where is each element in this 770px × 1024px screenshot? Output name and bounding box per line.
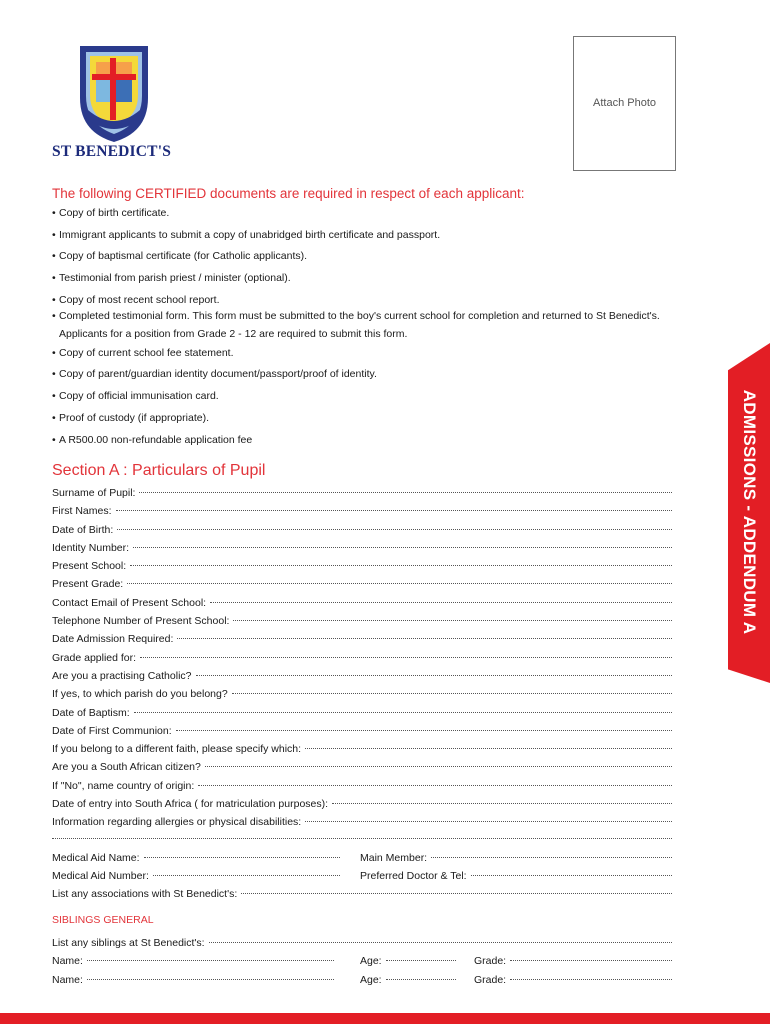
field-surname: Surname of Pupil: bbox=[52, 483, 672, 501]
field-practising-catholic: Are you a practising Catholic? bbox=[52, 666, 672, 684]
field-date-of-baptism: Date of Baptism: bbox=[52, 703, 672, 721]
documents-list bbox=[52, 205, 692, 453]
identity-number-input[interactable] bbox=[133, 535, 672, 548]
field-present-grade: Present Grade: bbox=[52, 574, 672, 592]
field-sibling-grade: Grade: bbox=[474, 951, 672, 970]
field-identity-number: Identity Number: bbox=[52, 538, 672, 556]
sibling-age-input[interactable] bbox=[386, 948, 456, 961]
field-sibling-grade: Grade: bbox=[474, 970, 672, 989]
allergies-input[interactable] bbox=[305, 809, 672, 822]
bullet-icon: • bbox=[52, 368, 56, 381]
bullet-icon: • bbox=[52, 207, 56, 219]
medical-aid-name-input[interactable] bbox=[144, 845, 340, 858]
bottom-bar bbox=[0, 1013, 770, 1024]
first-names-input[interactable] bbox=[116, 498, 672, 511]
field-medical-aid-name: Medical Aid Name: bbox=[52, 848, 340, 867]
surname-input[interactable] bbox=[139, 480, 672, 493]
sibling-grade-input[interactable] bbox=[510, 967, 672, 980]
medical-aid-number-input[interactable] bbox=[153, 863, 340, 876]
field-parish: If yes, to which parish do you belong? bbox=[52, 684, 672, 702]
field-allergies: Information regarding allergies or physical disabilities: bbox=[52, 812, 672, 830]
siblings-heading: SIBLINGS GENERAL bbox=[52, 914, 154, 926]
country-of-origin-input[interactable] bbox=[198, 773, 672, 786]
section-a-title: Section A : Particulars of Pupil bbox=[52, 462, 266, 479]
list-item: • Testimonial from parish priest / minister (optional). bbox=[52, 272, 291, 285]
photo-placeholder[interactable] bbox=[573, 36, 676, 171]
bullet-icon: • bbox=[52, 346, 56, 359]
main-member-input[interactable] bbox=[431, 845, 672, 858]
sibling-name-input[interactable] bbox=[87, 948, 334, 961]
field-sibling-name: Name: bbox=[52, 970, 334, 989]
field-medical-aid-number: Medical Aid Number: bbox=[52, 866, 340, 885]
preferred-doctor-input[interactable] bbox=[471, 863, 672, 876]
field-first-communion: Date of First Communion: bbox=[52, 721, 672, 739]
list-item: • Proof of custody (if appropriate). bbox=[52, 411, 209, 424]
parish-input[interactable] bbox=[232, 681, 672, 694]
list-item: • Completed testimonial form. This form must be submitted to the boy's current school for completion and returned to St Benedict's. Applicants for a position from Grade 2 - 12 are required to submit this form. bbox=[52, 309, 660, 340]
school-email-input[interactable] bbox=[210, 590, 672, 603]
list-item: • Copy of parent/guardian identity document/passport/proof of identity. bbox=[52, 368, 377, 381]
field-sibling-age: Age: bbox=[360, 970, 456, 989]
school-phone-input[interactable] bbox=[233, 608, 672, 621]
bullet-icon: • bbox=[52, 293, 56, 306]
field-admission-date: Date Admission Required: bbox=[52, 629, 672, 647]
first-communion-input[interactable] bbox=[176, 718, 672, 731]
sibling-age-input[interactable] bbox=[386, 967, 456, 980]
sibling-grade-input[interactable] bbox=[510, 948, 672, 961]
bullet-icon: • bbox=[52, 272, 56, 285]
list-item: • Copy of birth certificate. bbox=[52, 207, 170, 219]
list-item: • Copy of most recent school report. bbox=[52, 293, 220, 306]
field-country-of-origin: If "No", name country of origin: bbox=[52, 776, 672, 794]
bullet-icon: • bbox=[52, 390, 56, 403]
field-sa-citizen: Are you a South African citizen? bbox=[52, 757, 672, 775]
date-of-birth-input[interactable] bbox=[117, 517, 672, 530]
field-present-school: Present School: bbox=[52, 556, 672, 574]
list-item: • Copy of current school fee statement. bbox=[52, 346, 234, 359]
list-item: • A R500.00 non-refundable application fee bbox=[52, 433, 253, 446]
field-first-names: First Names: bbox=[52, 501, 672, 519]
bullet-icon: • bbox=[52, 433, 56, 446]
grade-applied-input[interactable] bbox=[140, 645, 672, 658]
field-sibling-name: Name: bbox=[52, 951, 334, 970]
list-item: • Immigrant applicants to submit a copy of unabridged birth certificate and passport. bbox=[52, 228, 441, 241]
side-tab-label: ADMISSIONS - ADDENDUM A bbox=[740, 389, 759, 635]
sibling-row bbox=[52, 970, 672, 989]
bullet-icon: • bbox=[52, 411, 56, 424]
associations-input[interactable] bbox=[241, 881, 672, 894]
siblings-list-input[interactable] bbox=[209, 930, 672, 943]
other-faith-input[interactable] bbox=[305, 736, 672, 749]
field-school-email: Contact Email of Present School: bbox=[52, 593, 672, 611]
photo-label: Attach Photo bbox=[593, 97, 656, 109]
practising-catholic-input[interactable] bbox=[196, 663, 673, 676]
admission-date-input[interactable] bbox=[177, 626, 672, 639]
date-of-entry-input[interactable] bbox=[332, 791, 672, 804]
field-sibling-age: Age: bbox=[360, 951, 456, 970]
documents-heading: The following CERTIFIED documents are required in respect of each applicant: bbox=[52, 186, 525, 201]
field-date-of-entry: Date of entry into South Africa ( for matriculation purposes): bbox=[52, 794, 672, 812]
bullet-icon: • bbox=[52, 309, 56, 322]
field-school-phone: Telephone Number of Present School: bbox=[52, 611, 672, 629]
allergies-continuation-input[interactable] bbox=[52, 838, 672, 839]
bullet-icon: • bbox=[52, 228, 56, 241]
present-school-input[interactable] bbox=[130, 553, 672, 566]
bullet-icon: • bbox=[52, 250, 56, 263]
field-main-member: Main Member: bbox=[360, 848, 672, 867]
school-name: ST BENEDICT'S bbox=[52, 143, 172, 160]
list-item: • Copy of official immunisation card. bbox=[52, 390, 219, 403]
field-preferred-doctor: Preferred Doctor & Tel: bbox=[360, 866, 672, 885]
pupil-fields bbox=[52, 483, 672, 831]
list-item: • Copy of baptismal certificate (for Catholic applicants). bbox=[52, 250, 308, 263]
field-other-faith: If you belong to a different faith, please specify which: bbox=[52, 739, 672, 757]
sibling-name-input[interactable] bbox=[87, 967, 334, 980]
field-date-of-birth: Date of Birth: bbox=[52, 520, 672, 538]
field-grade-applied: Grade applied for: bbox=[52, 648, 672, 666]
field-siblings-list: List any siblings at St Benedict's: bbox=[52, 933, 672, 951]
field-associations: List any associations with St Benedict's: bbox=[52, 884, 672, 902]
date-of-baptism-input[interactable] bbox=[134, 700, 672, 713]
school-crest-icon bbox=[76, 40, 152, 144]
present-grade-input[interactable] bbox=[127, 571, 672, 584]
sa-citizen-input[interactable] bbox=[205, 754, 672, 767]
